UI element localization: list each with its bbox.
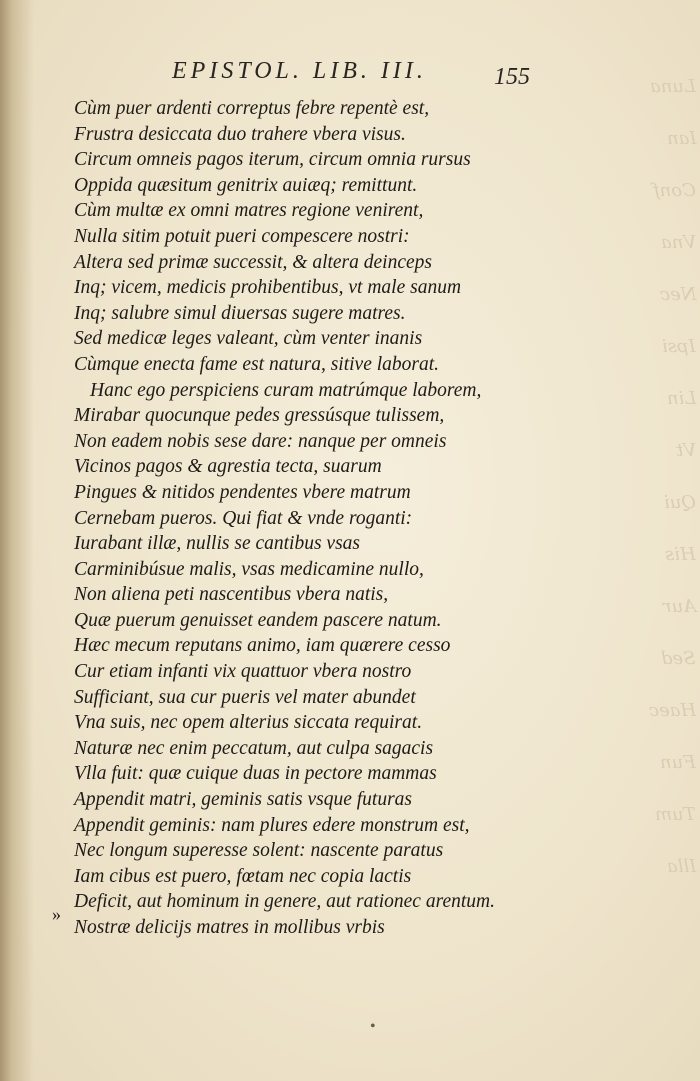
verse-line: Inq; vicem, medicis prohibentibus, vt male sanum	[74, 277, 462, 299]
verse-line: Vlla fuit: quæ cuique duas in pectore mammas	[74, 763, 437, 785]
verse-line: Appendit matri, geminis satis vsque futuras	[74, 789, 412, 811]
verse-line: Naturæ nec enim peccatum, aut culpa sagacis	[74, 737, 434, 759]
footer-dot: •	[370, 1018, 376, 1035]
margin-quote-marker: »	[52, 904, 61, 924]
verse-line: Iurabant illæ, nullis se cantibus vsas	[74, 533, 361, 555]
page-number: 155	[494, 64, 530, 90]
verse-line: Cùmque enecta fame est natura, sitive laborat.	[74, 353, 440, 375]
verse-line: Nostræ delicijs matres in mollibus vrbis	[74, 917, 385, 938]
bleed-through-text: Luna Ian Conf Vna Nec Ipsi Lin Vt Qui His Aur Sed Haec Fun Tum Illa	[648, 76, 696, 877]
verse-line: Appendit geminis: nam plures edere monstrum est,	[74, 814, 470, 836]
verse-text	[74, 96, 495, 941]
verse-line: Cur etiam infanti vix quattuor vbera nostro	[74, 661, 412, 683]
verse-line: Hæc mecum reputans animo, iam quærere cesso	[74, 635, 451, 657]
verse-line: Iam cibus est puero, fœtam nec copia lactis	[74, 865, 412, 887]
verse-line: Cùm puer ardenti correptus febre repentè est,	[74, 98, 430, 119]
verse-line: Circum omneis pagos iterum, circum omnia rursus	[74, 149, 471, 171]
verse-line: Frustra desiccata duo trahere vbera visus.	[74, 123, 406, 145]
verse-line: Altera sed primæ successit, & altera deinceps	[74, 251, 432, 273]
verse-line: Nec longum superesse solent: nascente paratus	[74, 840, 444, 862]
verse-line: Deficit, aut hominum in genere, aut rationec arentum.	[74, 891, 495, 913]
gutter-shadow	[0, 0, 34, 1081]
verse-line: Sed medicæ leges valeant, cùm venter inanis	[74, 328, 423, 350]
verse-line: Pingues & nitidos pendentes vbere matrum	[74, 481, 411, 503]
verse-line: Inq; salubre simul diuersas sugere matres.	[74, 302, 406, 324]
verse-line: Quæ puerum genuisset eandem pascere natum.	[74, 609, 442, 631]
verse-line: Vicinos pagos & agrestia tecta, suarum	[74, 456, 382, 478]
verse-line: Cernebam pueros. Qui fiat & vnde roganti:	[74, 507, 413, 529]
verse-line: Mirabar quocunque pedes gressúsque tulissem,	[74, 405, 445, 427]
verse-line: Sufficiant, sua cur pueris vel mater abundet	[74, 686, 416, 708]
verse-line-indented: Hanc ego perspiciens curam matrúmque laborem,	[90, 379, 482, 401]
verse-line: Nulla sitim potuit pueri compescere nostri:	[74, 225, 410, 247]
verse-line: Vna suis, nec opem alterius siccata requirat.	[74, 712, 423, 734]
verse-line: Cùm multæ ex omni matres regione venirent,	[74, 200, 424, 222]
verse-line: Non aliena peti nascentibus vbera natis,	[74, 584, 389, 606]
verse-line: Non eadem nobis sese dare: nanque per omneis	[74, 430, 447, 452]
verse-line: Carminibúsue malis, vsas medicamine nullo,	[74, 558, 424, 580]
verse-line: Oppida quæsitum genitrix auiæq; remittunt.	[74, 174, 418, 196]
running-head: EPISTOL. LIB. III.	[172, 58, 427, 84]
